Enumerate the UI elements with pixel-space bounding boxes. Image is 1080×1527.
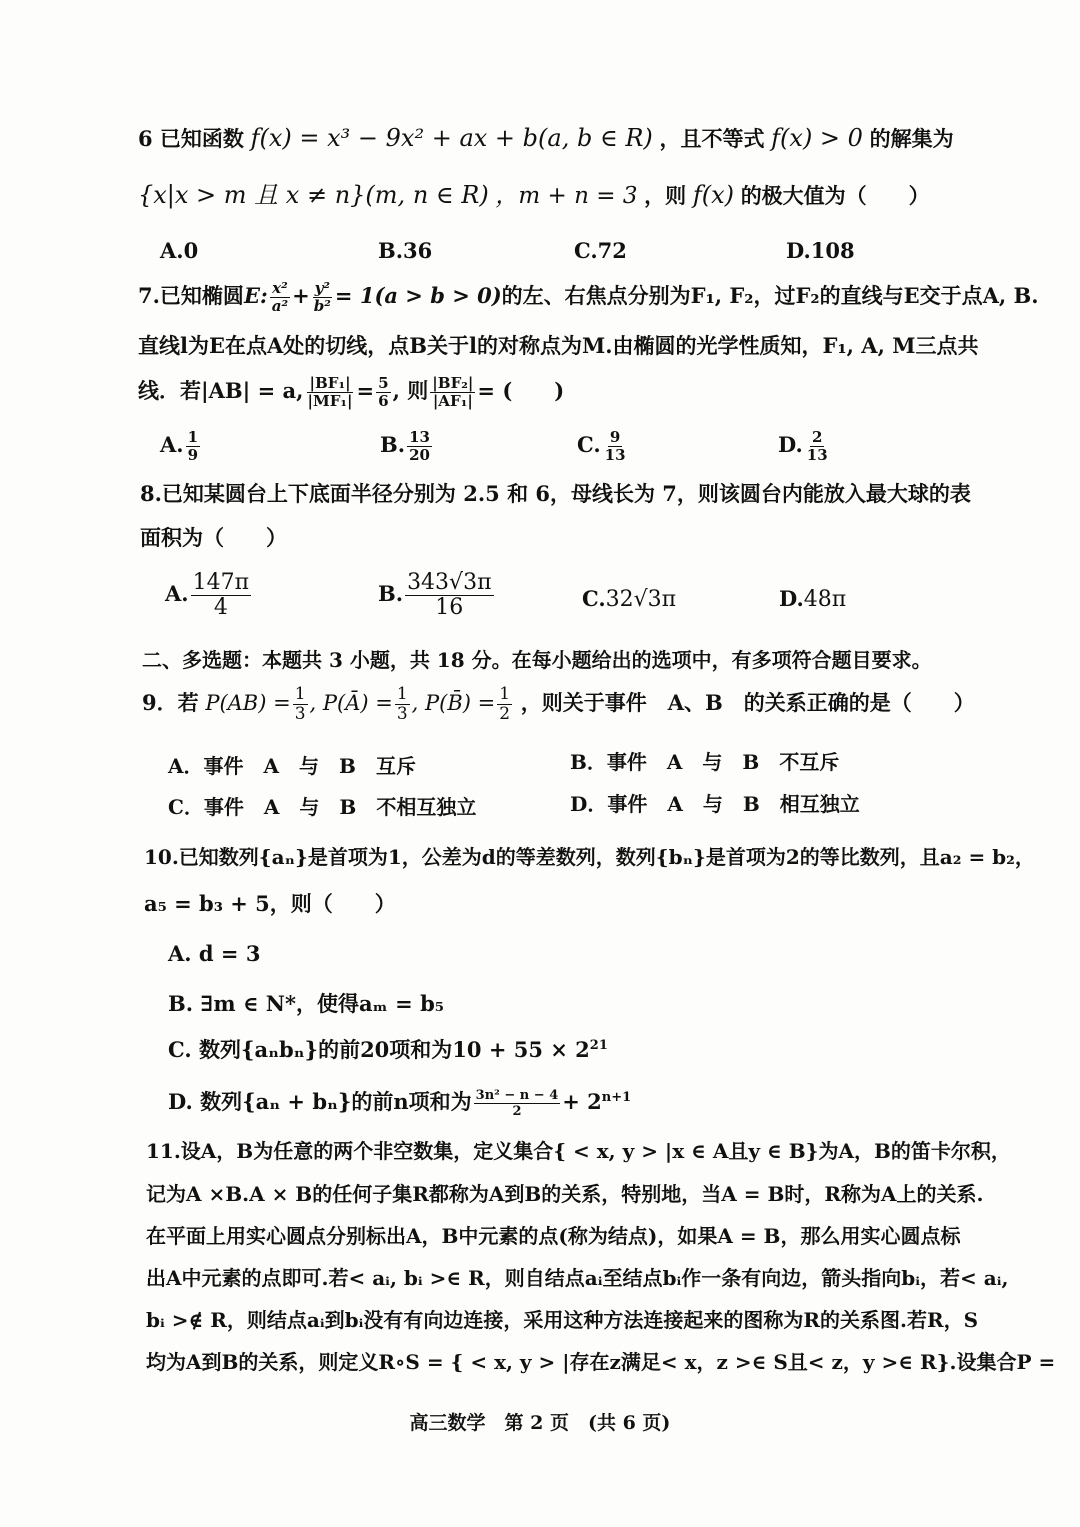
q7-line3-a: 线．若|AB| = a, xyxy=(138,378,304,404)
q7-option-c-den: 13 xyxy=(604,446,626,464)
q6-text-d: ，则 xyxy=(644,183,687,208)
q7-x-den: a² xyxy=(271,297,289,316)
q7-line1-text: 的左、右焦点分别为F₁, F₂，过F₂的直线与E交于点A, B. xyxy=(501,283,1039,309)
q7-option-c-label: C. xyxy=(577,432,601,457)
q7-line3 xyxy=(138,376,564,409)
q7-line1 xyxy=(138,281,1039,314)
q6-option-d[interactable]: D.108 xyxy=(786,238,855,263)
q7-option-d[interactable] xyxy=(778,430,832,463)
q6-fx: f(x) xyxy=(692,181,734,209)
q9-p-ab: P(AB) = xyxy=(205,691,291,715)
q8-option-a-label: A. xyxy=(165,581,189,606)
q9-option-b[interactable]: B．事件 A 与 B 不互斥 xyxy=(570,750,840,774)
q8-option-b-num: 343√3π xyxy=(407,570,492,595)
q6-line2 xyxy=(138,181,930,211)
q9-line1 xyxy=(142,686,975,723)
q9-option-c[interactable]: C．事件 A 与 B 不相互独立 xyxy=(168,795,477,819)
q8-option-d-value: 48π xyxy=(803,587,847,612)
q7-option-d-label: D. xyxy=(778,432,803,457)
q7-x-num: x² xyxy=(272,279,288,297)
q9-p-b: , P(B̄) = xyxy=(411,691,496,715)
q7-frac1-den: |MF₁| xyxy=(307,392,353,411)
q10-option-c[interactable] xyxy=(168,1034,608,1064)
q10-option-d-num: 3n² − n − 4 xyxy=(475,1088,559,1103)
q7-line3-b: , 则 xyxy=(392,378,429,404)
q6-option-c[interactable]: C.72 xyxy=(574,238,627,263)
q8-option-a[interactable] xyxy=(165,572,253,619)
q10-option-c-exponent: 21 xyxy=(589,1038,608,1053)
q9-p-b-num: 1 xyxy=(499,684,511,704)
q6-text-c: 的解集为 xyxy=(869,126,954,151)
q7-option-c-num: 9 xyxy=(609,428,621,446)
q9-option-a[interactable]: A．事件 A 与 B 互斥 xyxy=(168,754,416,778)
q9-p-a-num: 1 xyxy=(396,684,408,704)
q6-inequality: f(x) > 0 xyxy=(771,124,863,152)
q9-suffix: ，则关于事件 A、B 的关系正确的是（ ） xyxy=(520,690,975,715)
q7-plus: + xyxy=(292,283,310,309)
q7-frac3-den: |AF₁| xyxy=(432,392,473,411)
q6-text-b: ，且不等式 xyxy=(659,126,765,151)
q9-p-a-den: 3 xyxy=(396,704,408,724)
q7-frac3-num: |BF₂| xyxy=(432,374,474,392)
q7-y-num: y² xyxy=(314,279,331,297)
q9-prefix: 9．若 xyxy=(142,690,199,715)
q8-option-d-label: D. xyxy=(779,586,804,611)
q11-line2: 记为A ×B.A × B的任何子集R都称为A到B的关系，特别地，当A = B时，R称为A上的关系. xyxy=(146,1182,984,1206)
q8-option-b-label: B. xyxy=(378,581,404,606)
q7-option-b[interactable] xyxy=(380,430,434,463)
q7-option-a-den: 9 xyxy=(187,446,199,464)
q7-line2: 直线l为E在点A处的切线，点B关于l的对称点为M.由椭圆的光学性质知，F₁, A, M三点共 xyxy=(138,333,979,358)
q6-prefix: 6 已知函数 xyxy=(138,126,244,151)
q9-p-b-den: 2 xyxy=(499,704,511,724)
q6-solution-set: {x|x > m 且 x ≠ n}(m, n ∈ R) xyxy=(138,181,489,209)
q8-option-c-value: 32√3π xyxy=(605,587,677,612)
q7-option-a-label: A. xyxy=(160,432,184,457)
q6-option-b[interactable]: B.36 xyxy=(378,238,433,263)
q10-option-d-exponent: n+1 xyxy=(601,1090,632,1105)
q10-option-d-text: D. 数列{aₙ + bₙ}的前n项和为 xyxy=(168,1089,472,1114)
q8-option-c-label: C. xyxy=(582,586,606,611)
q8-option-c[interactable] xyxy=(582,586,676,612)
q10-option-d[interactable] xyxy=(168,1086,631,1118)
q11-line6: 均为A到B的关系，则定义R∘S = { < x, y > |存在z满足< x，z >∈ S且< z，y >∈ R}.设集合P = xyxy=(146,1350,1056,1374)
q7-ellipse-rest: = 1(a > b > 0) xyxy=(334,283,502,309)
q9-p-ab-den: 3 xyxy=(294,704,306,724)
q6-option-a[interactable]: A.0 xyxy=(160,238,199,263)
q11-line1: 11.设A，B为任意的两个非空数集，定义集合{ < x, y > |x ∈ A且y ∈ B}为A，B的笛卡尔积， xyxy=(146,1139,1011,1163)
q7-frac2-den: 6 xyxy=(378,392,389,411)
q11-line4: 出A中元素的点即可.若< aᵢ, bᵢ >∈ R，则自结点aᵢ至结点bᵢ作一条有向边，箭头指向bᵢ，若< aᵢ, xyxy=(146,1266,1009,1290)
q8-line1: 8.已知某圆台上下底面半径分别为 2.5 和 6，母线长为 7，则该圆台内能放入最大球的表 xyxy=(140,481,971,506)
q7-eq: = xyxy=(356,378,375,404)
q7-prefix: 7.已知椭圆 xyxy=(138,283,244,309)
q8-option-a-num: 147π xyxy=(192,570,250,595)
q10-option-a[interactable]: A. d = 3 xyxy=(168,941,261,966)
q6-text-e: 的极大值为（ ） xyxy=(740,183,930,208)
q11-line5: bᵢ >∉ R，则结点aᵢ到bᵢ没有有向边连接，采用这种方法连接起来的图称为R的关系图.若R，S xyxy=(146,1308,979,1332)
q6-condition: ，m + n = 3 xyxy=(495,183,638,209)
q6-function: f(x) = x³ − 9x² + ax + b(a, b ∈ R) xyxy=(250,124,653,152)
q7-y-den: b² xyxy=(313,297,331,316)
q10-option-c-text: C. 数列{aₙbₙ}的前20项和为10 + 55 × 2 xyxy=(168,1037,590,1062)
q7-option-a-num: 1 xyxy=(187,428,199,446)
q8-option-d[interactable] xyxy=(779,586,846,612)
q10-option-b[interactable]: B. ∃m ∈ N*，使得aₘ = b₅ xyxy=(168,991,444,1016)
q7-frac2-num: 5 xyxy=(378,374,389,392)
q7-frac1-num: |BF₁| xyxy=(309,374,351,392)
q8-line2: 面积为（ ） xyxy=(140,525,287,550)
page-footer: 高三数学 第 2 页 (共 6 页) xyxy=(409,1412,671,1434)
q9-p-ab-num: 1 xyxy=(294,684,306,704)
q7-option-d-den: 13 xyxy=(806,446,828,464)
q7-option-a[interactable] xyxy=(160,430,202,463)
q9-option-d[interactable]: D．事件 A 与 B 相互独立 xyxy=(570,792,860,816)
q10-option-d-den: 2 xyxy=(512,1104,522,1119)
q8-option-b[interactable] xyxy=(378,572,496,619)
q8-option-a-den: 4 xyxy=(213,595,228,620)
q10-option-d-plus: + 2 xyxy=(562,1089,602,1114)
q11-line3: 在平面上用实心圆点分别标出A，B中元素的点(称为结点)，如果A = B，那么用实心圆点标 xyxy=(146,1224,961,1248)
q6-line1 xyxy=(138,124,954,153)
q7-option-b-num: 13 xyxy=(409,428,430,446)
q8-option-b-den: 16 xyxy=(435,595,464,620)
q7-option-b-label: B. xyxy=(380,432,406,457)
q10-line1: 10.已知数列{aₙ}是首项为1，公差为d的等差数列，数列{bₙ}是首项为2的等比数列，且a₂ = b₂， xyxy=(144,845,1035,869)
q7-option-b-den: 20 xyxy=(409,446,430,464)
q9-p-a: , P(Ā) = xyxy=(309,691,393,715)
q7-line3-c: = ( ) xyxy=(477,378,565,404)
q7-option-d-num: 2 xyxy=(812,428,823,446)
q10-line2: a₅ = b₃ + 5，则（ ） xyxy=(144,891,396,916)
section-2-heading: 二、多选题：本题共 3 小题，共 18 分。在每小题给出的选项中，有多项符合题目要求。 xyxy=(142,648,932,672)
q7-option-c[interactable] xyxy=(577,430,630,463)
q7-ellipse-name: E: xyxy=(243,283,268,309)
